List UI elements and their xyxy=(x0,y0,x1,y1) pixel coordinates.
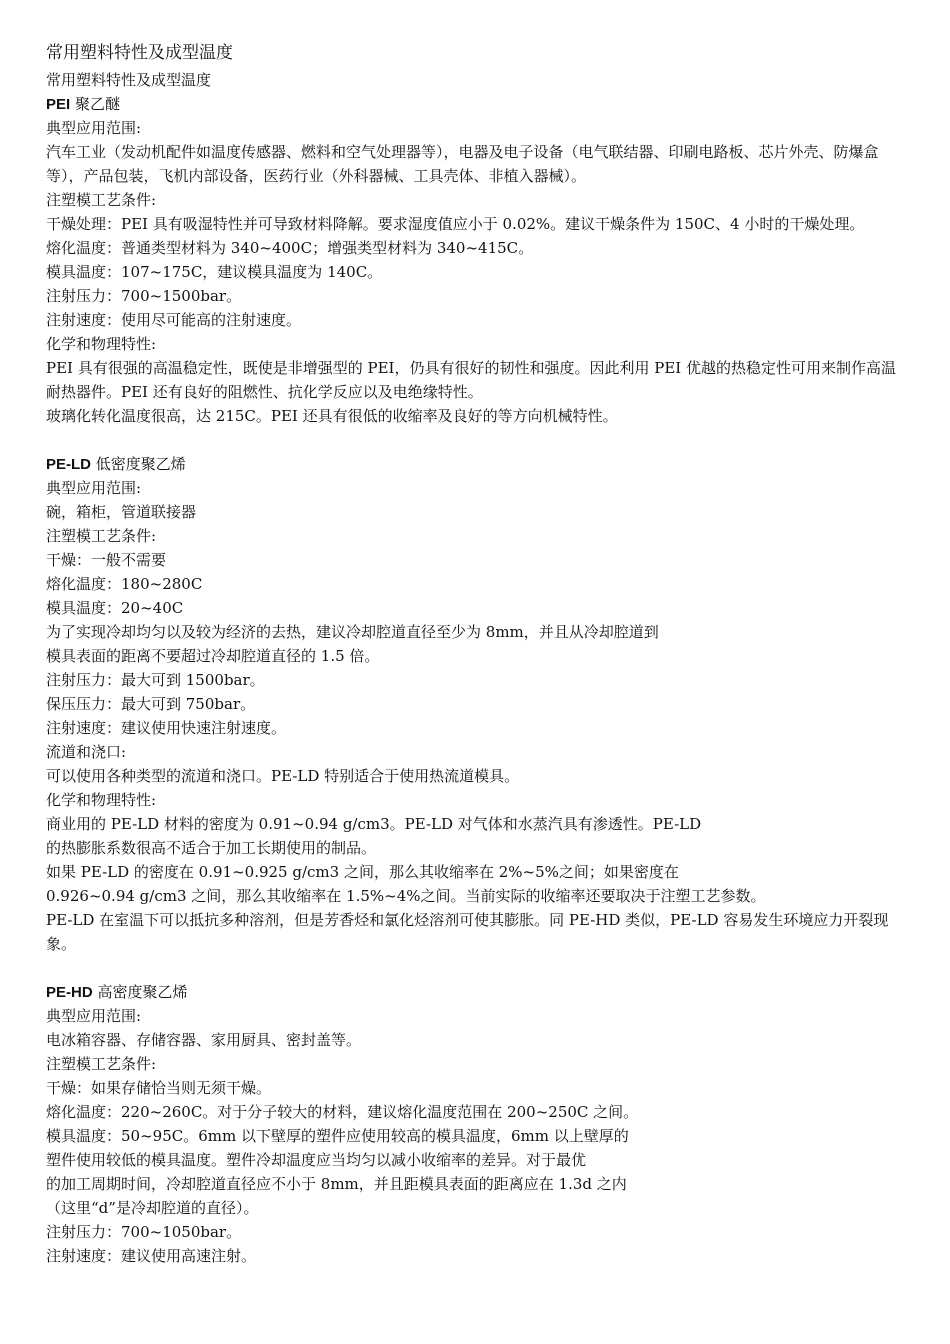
paragraph-mold-temp: 模具温度：107~175C，建议模具温度为 140C。 xyxy=(46,263,383,281)
subheading-process: 注塑模工艺条件: xyxy=(46,527,157,545)
paragraph-density-1: 商业用的 PE-LD 材料的密度为 0.91~0.94 g/cm3。PE-LD 对气体和水蒸汽具有渗透性。PE-LD xyxy=(46,815,702,833)
document-body xyxy=(46,40,910,1268)
paragraph-injection-speed: 注射速度：建议使用快速注射速度。 xyxy=(46,719,287,737)
section-pei xyxy=(46,92,910,428)
paragraph-melt-temp: 熔化温度：180~280C xyxy=(46,575,203,593)
paragraph-applications: 汽车工业（发动机配件如温度传感器、燃料和空气处理器等），电器及电子设备（电气联结器、印刷电路板、芯片外壳、防爆盒等），产品包装，飞机内部设备，医药行业（外科器械、工具壳体、非植入器械）。 xyxy=(46,143,879,185)
paragraph-shrinkage-2: 0.926~0.94 g/cm3 之间，那么其收缩率在 1.5%~4%之间。当前实际的收缩率还要取决于注塑工艺参数。 xyxy=(46,887,766,905)
paragraph-injection-speed: 注射速度：使用尽可能高的注射速度。 xyxy=(46,311,302,329)
paragraph-drying: 干燥：一般不需要 xyxy=(46,551,167,569)
section-pe-hd xyxy=(46,980,910,1268)
material-code: PEI xyxy=(46,96,71,113)
paragraph-properties: PEI 具有很强的高温稳定性，既使是非增强型的 PEI，仍具有很好的韧性和强度。因此利用 PEI 优越的热稳定性可用来制作高温耐热器件。PEI 还有良好的阻燃性、抗化学反应以及电绝缘特性。 xyxy=(46,359,896,401)
paragraph-injection-speed: 注射速度：建议使用高速注射。 xyxy=(46,1247,257,1265)
paragraph-melt-temp: 熔化温度：普通类型材料为 340~400C；增强类型材料为 340~415C。 xyxy=(46,239,534,257)
subheading-applications: 典型应用范围: xyxy=(46,119,142,137)
paragraph-runners: 可以使用各种类型的流道和浇口。PE-LD 特别适合于使用热流道模具。 xyxy=(46,767,520,785)
subheading-properties: 化学和物理特性: xyxy=(46,791,157,809)
paragraph-melt-temp: 熔化温度：220~260C。对于分子较大的材料，建议熔化温度范围在 200~250C 之间。 xyxy=(46,1103,639,1121)
paragraph-injection-pressure: 注射压力：700~1050bar。 xyxy=(46,1223,242,1241)
subheading-applications: 典型应用范围: xyxy=(46,479,142,497)
section-heading xyxy=(46,452,910,476)
section-spacer xyxy=(46,428,910,452)
paragraph-glass-transition: 玻璃化转化温度很高，达 215C。PEI 还具有很低的收缩率及良好的等方向机械特性。 xyxy=(46,407,618,425)
paragraph-holding-pressure: 保压压力：最大可到 750bar。 xyxy=(46,695,256,713)
paragraph-cooling-2: 模具表面的距离不要超过冷却腔道直径的 1.5 倍。 xyxy=(46,647,380,665)
material-name: 聚乙醚 xyxy=(70,95,120,113)
subheading-process: 注塑模工艺条件: xyxy=(46,1055,157,1073)
document-title: 常用塑料特性及成型温度 xyxy=(46,43,233,63)
paragraph-drying: 干燥：如果存储恰当则无须干燥。 xyxy=(46,1079,272,1097)
section-pe-ld xyxy=(46,452,910,956)
section-spacer xyxy=(46,956,910,980)
paragraph-mold-temp-2: 塑件使用较低的模具温度。塑件冷却温度应当均匀以减小收缩率的差异。对于最优 xyxy=(46,1151,587,1169)
material-code: PE-LD xyxy=(46,456,91,473)
subheading-properties: 化学和物理特性: xyxy=(46,335,157,353)
paragraph-mold-temp-1: 模具温度：50~95C。6mm 以下壁厚的塑件应使用较高的模具温度，6mm 以上壁厚的 xyxy=(46,1127,629,1145)
paragraph-injection-pressure: 注射压力：700~1500bar。 xyxy=(46,287,242,305)
paragraph-mold-temp-4: （这里“d”是冷却腔道的直径）。 xyxy=(46,1199,259,1217)
paragraph-cooling-1: 为了实现冷却均匀以及较为经济的去热，建议冷却腔道直径至少为 8mm，并且从冷却腔道到 xyxy=(46,623,659,641)
paragraph-mold-temp: 模具温度：20~40C xyxy=(46,599,184,617)
subheading-runners: 流道和浇口: xyxy=(46,743,127,761)
material-code: PE-HD xyxy=(46,984,93,1001)
paragraph-shrinkage-1: 如果 PE-LD 的密度在 0.91~0.925 g/cm3 之间，那么其收缩率在 2%~5%之间；如果密度在 xyxy=(46,863,679,881)
paragraph-applications: 碗，箱柜，管道联接器 xyxy=(46,503,197,521)
paragraph-mold-temp-3: 的加工周期时间，冷却腔道直径应不小于 8mm，并且距模具表面的距离应在 1.3d 之内 xyxy=(46,1175,627,1193)
subheading-process: 注塑模工艺条件: xyxy=(46,191,157,209)
section-heading xyxy=(46,92,910,116)
paragraph-applications: 电冰箱容器、存储容器、家用厨具、密封盖等。 xyxy=(46,1031,362,1049)
subheading-applications: 典型应用范围: xyxy=(46,1007,142,1025)
material-name: 低密度聚乙烯 xyxy=(91,455,186,473)
paragraph-solvents: PE-LD 在室温下可以抵抗多种溶剂，但是芳香烃和氯化烃溶剂可使其膨胀。同 PE-HD 类似，PE-LD 容易发生环境应力开裂现象。 xyxy=(46,911,889,953)
material-name: 高密度聚乙烯 xyxy=(92,983,188,1001)
paragraph-drying: 干燥处理：PEI 具有吸湿特性并可导致材料降解。要求湿度值应小于 0.02%。建议干燥条件为 150C、4 小时的干燥处理。 xyxy=(46,215,865,233)
section-heading xyxy=(46,980,910,1004)
paragraph-injection-pressure: 注射压力：最大可到 1500bar。 xyxy=(46,671,265,689)
document-subtitle: 常用塑料特性及成型温度 xyxy=(46,71,212,89)
paragraph-density-2: 的热膨胀系数很高不适合于加工长期使用的制品。 xyxy=(46,839,377,857)
